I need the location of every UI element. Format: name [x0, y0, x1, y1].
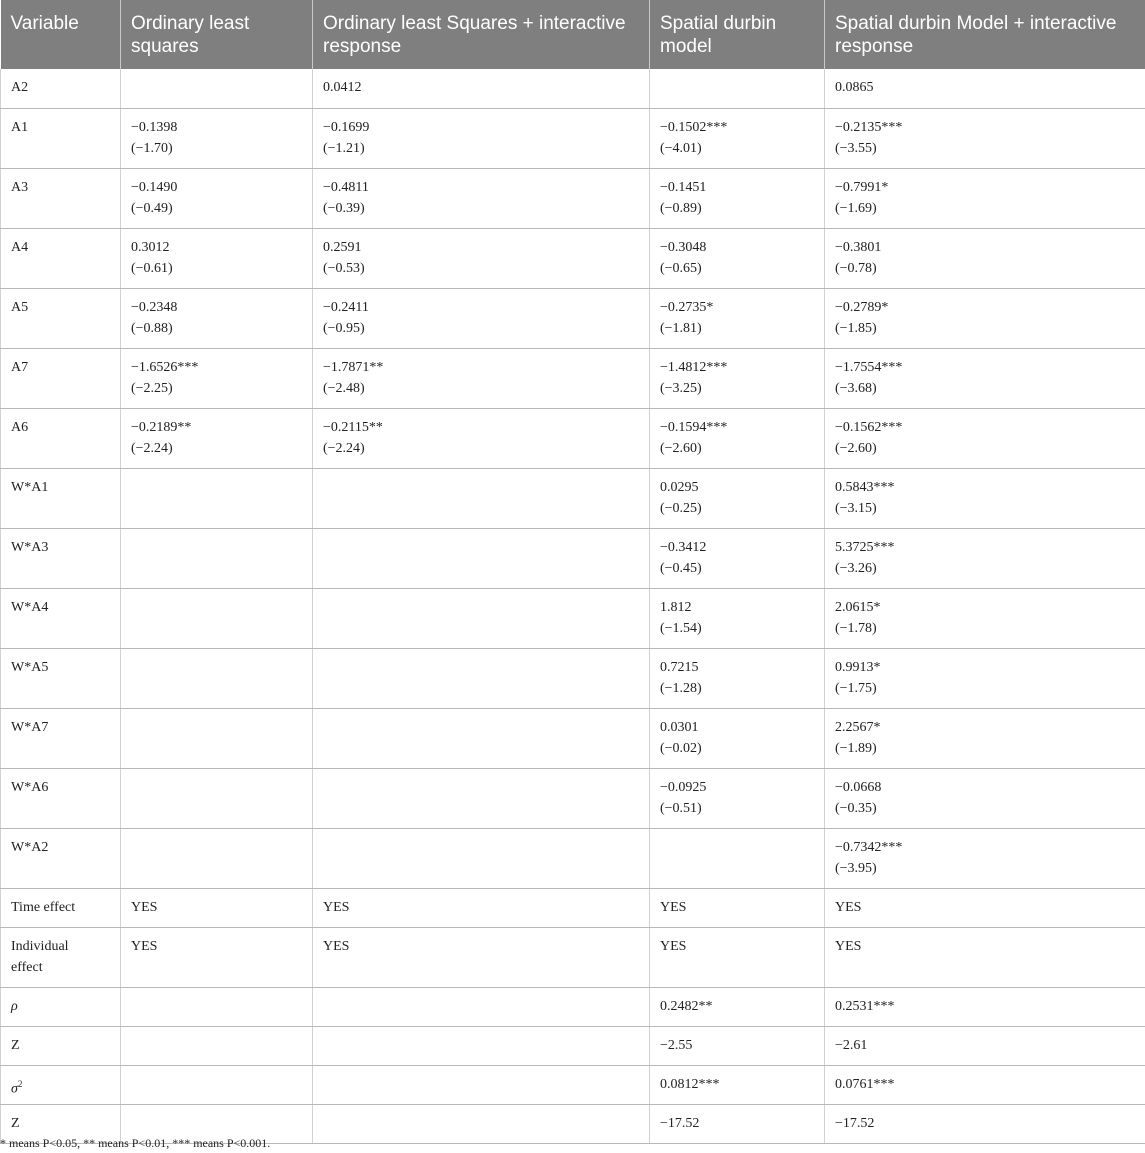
statistic-value: (−2.24) [131, 440, 173, 456]
statistic-value: (−4.01) [660, 140, 702, 156]
coefficient-value: 0.0865 [835, 80, 874, 95]
row-label [1, 588, 121, 648]
row-label-text: W*A2 [11, 839, 49, 855]
table-cell [313, 888, 650, 927]
row-label [1, 408, 121, 468]
table-cell [121, 348, 313, 408]
table-cell [825, 1065, 1145, 1104]
table-cell [313, 348, 650, 408]
coefficient-value: −0.1398 [131, 119, 178, 135]
table-cell [313, 1026, 650, 1065]
table-row [1, 828, 1145, 888]
coefficient-value: −0.1562*** [835, 419, 903, 435]
header-sdm-interactive: Spatial durbin Model + interactive response [825, 0, 1145, 69]
row-label [1, 69, 121, 108]
header-ols: Ordinary least squares [121, 0, 313, 69]
table-row [1, 708, 1145, 768]
table-cell [825, 288, 1145, 348]
row-label-text: W*A6 [11, 779, 49, 795]
statistic-value: (−0.95) [323, 320, 365, 336]
table-cell [121, 528, 313, 588]
row-label [1, 708, 121, 768]
coefficient-value: −0.7342*** [835, 839, 903, 855]
row-label [1, 108, 121, 168]
coefficient-value: −0.0925 [660, 779, 707, 795]
table-row [1, 588, 1145, 648]
table-cell [313, 468, 650, 528]
table-cell [121, 408, 313, 468]
table-cell [825, 768, 1145, 828]
table-cell [825, 708, 1145, 768]
table-cell [825, 408, 1145, 468]
statistic-value: (−2.25) [131, 380, 173, 396]
row-label-text: A7 [11, 359, 29, 375]
coefficient-value: 0.9913* [835, 659, 881, 675]
coefficient-value: −0.3048 [660, 239, 707, 255]
coefficient-value: 0.0761*** [835, 1076, 895, 1092]
statistic-value: (−1.70) [131, 140, 173, 156]
coefficient-value: −0.4811 [323, 179, 369, 195]
table-cell [313, 168, 650, 228]
table-cell [121, 228, 313, 288]
row-label [1, 228, 121, 288]
coefficient-value: −0.3801 [835, 239, 882, 255]
row-label [1, 768, 121, 828]
table-cell [825, 987, 1145, 1026]
table-cell [825, 468, 1145, 528]
table-cell [825, 927, 1145, 987]
coefficient-value: YES [131, 899, 158, 915]
coefficient-value: −0.1451 [660, 179, 707, 195]
statistic-value: (−3.25) [660, 380, 702, 396]
coefficient-value: YES [131, 938, 158, 954]
coefficient-value: −0.1699 [323, 119, 370, 135]
statistic-value: (−0.78) [835, 260, 877, 276]
header-row [1, 0, 1145, 69]
statistic-value: (−0.35) [835, 800, 877, 816]
row-label-superscript: 2 [17, 1078, 23, 1089]
table-cell [650, 468, 825, 528]
row-label-text: ρ [11, 998, 18, 1014]
statistic-value: (−0.02) [660, 740, 702, 756]
statistic-value: (−2.60) [660, 440, 702, 456]
header-ols-interactive: Ordinary least Squares + interactive response [313, 0, 650, 69]
table-cell [825, 348, 1145, 408]
table-cell [313, 408, 650, 468]
coefficient-value: −0.2735* [660, 299, 714, 315]
table-row [1, 987, 1145, 1026]
header-variable: Variable [1, 0, 121, 69]
table-cell [650, 288, 825, 348]
table-cell [313, 828, 650, 888]
table-cell [825, 168, 1145, 228]
coefficient-value: 0.0295 [660, 479, 699, 495]
row-label [1, 927, 121, 987]
table-cell [313, 927, 650, 987]
coefficient-value: −1.7871** [323, 359, 384, 375]
table-cell [313, 588, 650, 648]
table-cell [825, 828, 1145, 888]
statistic-value: (−2.48) [323, 380, 365, 396]
coefficient-value: 5.3725*** [835, 539, 895, 555]
table-cell [313, 528, 650, 588]
coefficient-value: 0.0301 [660, 719, 699, 735]
table-cell [650, 708, 825, 768]
table-row [1, 1026, 1145, 1065]
statistic-value: (−1.75) [835, 680, 877, 696]
table-cell [121, 648, 313, 708]
coefficient-value: −0.1594*** [660, 419, 728, 435]
row-label-text-line2: effect [11, 959, 43, 975]
coefficient-value: YES [660, 938, 687, 954]
row-label-text: W*A4 [11, 599, 49, 615]
row-label-text: A3 [11, 179, 29, 195]
table-cell [825, 1104, 1145, 1143]
table-cell [825, 648, 1145, 708]
table-cell [650, 588, 825, 648]
table-cell [650, 69, 825, 108]
table-cell [121, 987, 313, 1026]
row-label [1, 1026, 121, 1065]
table-row [1, 288, 1145, 348]
table-cell [650, 408, 825, 468]
statistic-value: (−0.65) [660, 260, 702, 276]
coefficient-value: YES [323, 938, 350, 954]
table-row [1, 348, 1145, 408]
table-row [1, 927, 1145, 987]
coefficient-value: −0.2411 [323, 299, 369, 315]
coefficient-value: 1.812 [660, 599, 692, 615]
statistic-value: (−1.89) [835, 740, 877, 756]
header-sdm: Spatial durbin model [650, 0, 825, 69]
statistic-value: (−0.53) [323, 260, 365, 276]
table-cell [121, 888, 313, 927]
table-row [1, 468, 1145, 528]
table-cell [650, 927, 825, 987]
table-cell [313, 648, 650, 708]
coefficient-value: YES [660, 899, 687, 915]
coefficient-value: 2.2567* [835, 719, 881, 735]
table-cell [825, 228, 1145, 288]
statistic-value: (−0.25) [660, 500, 702, 516]
statistic-value: (−3.95) [835, 860, 877, 876]
statistic-value: (−1.28) [660, 680, 702, 696]
table-cell [650, 528, 825, 588]
coefficient-value: −0.1502*** [660, 119, 728, 135]
table-cell [650, 888, 825, 927]
statistic-value: (−3.26) [835, 560, 877, 576]
table-cell [650, 1026, 825, 1065]
row-label [1, 888, 121, 927]
table-cell [121, 588, 313, 648]
coefficient-value: −0.2135*** [835, 119, 903, 135]
table-row [1, 768, 1145, 828]
table-body [1, 69, 1145, 1143]
row-label-text: σ [11, 1081, 18, 1097]
table-cell [121, 828, 313, 888]
row-label [1, 1065, 121, 1104]
row-label-text: A5 [11, 299, 29, 315]
table-cell [121, 1065, 313, 1104]
table-cell [121, 1026, 313, 1065]
statistic-value: (−1.78) [835, 620, 877, 636]
table-cell [313, 228, 650, 288]
coefficient-value: −2.61 [835, 1037, 868, 1053]
coefficient-value: 0.7215 [660, 659, 699, 675]
table-cell [825, 1026, 1145, 1065]
table-row [1, 648, 1145, 708]
table-cell [650, 828, 825, 888]
statistic-value: (−1.85) [835, 320, 877, 336]
row-label-text: Individual [11, 938, 69, 954]
row-label-text: W*A3 [11, 539, 49, 555]
table-cell [825, 528, 1145, 588]
coefficient-value: −0.0668 [835, 779, 882, 795]
table-cell [650, 348, 825, 408]
table-row [1, 1065, 1145, 1104]
table-cell [825, 108, 1145, 168]
statistic-value: (−2.60) [835, 440, 877, 456]
row-label [1, 987, 121, 1026]
table-row [1, 228, 1145, 288]
coefficient-value: −0.3412 [660, 539, 707, 555]
table-cell [121, 468, 313, 528]
coefficient-value: −1.6526*** [131, 359, 199, 375]
table-cell [825, 888, 1145, 927]
table-cell [650, 768, 825, 828]
table-cell [121, 768, 313, 828]
coefficient-value: 0.2591 [323, 239, 362, 255]
table-cell [121, 708, 313, 768]
table-cell [825, 69, 1145, 108]
statistic-value: (−0.51) [660, 800, 702, 816]
coefficient-value: −1.4812*** [660, 359, 728, 375]
table-cell [825, 588, 1145, 648]
table-cell [650, 228, 825, 288]
table-cell [121, 927, 313, 987]
table-cell [650, 1065, 825, 1104]
table-cell [650, 168, 825, 228]
row-label-text: W*A5 [11, 659, 49, 675]
table-cell [313, 768, 650, 828]
significance-footnote: * means P<0.05, ** means P<0.01, *** means P<0.001. [0, 1136, 271, 1150]
coefficient-value: YES [835, 899, 862, 915]
table-cell [121, 168, 313, 228]
table-cell [121, 69, 313, 108]
coefficient-value: 2.0615* [835, 599, 881, 615]
row-label-text: A6 [11, 419, 29, 435]
statistic-value: (−0.49) [131, 200, 173, 216]
row-label-text: W*A1 [11, 479, 49, 495]
table-cell [121, 288, 313, 348]
statistic-value: (−3.15) [835, 500, 877, 516]
coefficient-value: −0.1490 [131, 179, 178, 195]
table-cell [650, 108, 825, 168]
row-label [1, 828, 121, 888]
statistic-value: (−0.39) [323, 200, 365, 216]
statistic-value: (−3.68) [835, 380, 877, 396]
table-row [1, 888, 1145, 927]
coefficient-value: −17.52 [835, 1115, 875, 1131]
coefficient-value: −0.7991* [835, 179, 889, 195]
table-cell [313, 69, 650, 108]
coefficient-value: −0.2189** [131, 419, 192, 435]
table-row [1, 69, 1145, 108]
coefficient-value: YES [835, 938, 862, 954]
statistic-value: (−0.45) [660, 560, 702, 576]
table-row [1, 168, 1145, 228]
statistic-value: (−1.54) [660, 620, 702, 636]
coefficient-value: 0.0412 [323, 80, 362, 95]
statistic-value: (−2.24) [323, 440, 365, 456]
statistic-value: (−0.61) [131, 260, 173, 276]
row-label-text: W*A7 [11, 719, 49, 735]
row-label-text: A4 [11, 239, 29, 255]
table-row [1, 408, 1145, 468]
coefficient-value: 0.2482** [660, 998, 713, 1014]
table-cell [313, 1065, 650, 1104]
table-cell [313, 987, 650, 1026]
table-cell [313, 708, 650, 768]
statistic-value: (−3.55) [835, 140, 877, 156]
table-cell [313, 108, 650, 168]
coefficient-value: −17.52 [660, 1115, 700, 1131]
table-row [1, 528, 1145, 588]
coefficient-value: −0.2789* [835, 299, 889, 315]
row-label-text: A2 [11, 80, 29, 95]
row-label [1, 168, 121, 228]
table-row [1, 108, 1145, 168]
statistic-value: (−0.88) [131, 320, 173, 336]
table-cell [650, 987, 825, 1026]
row-label [1, 528, 121, 588]
coefficient-value: −1.7554*** [835, 359, 903, 375]
statistic-value: (−1.21) [323, 140, 365, 156]
coefficient-value: 0.2531*** [835, 998, 895, 1014]
table-cell [650, 648, 825, 708]
row-label-text: Z [11, 1115, 20, 1131]
coefficient-value: −2.55 [660, 1037, 693, 1053]
coefficient-value: 0.3012 [131, 239, 170, 255]
table-cell [650, 1104, 825, 1143]
coefficient-value: 0.5843*** [835, 479, 895, 495]
row-label-text: A1 [11, 119, 29, 135]
coefficient-value: −0.2115** [323, 419, 383, 435]
statistic-value: (−1.69) [835, 200, 877, 216]
statistic-value: (−1.81) [660, 320, 702, 336]
row-label [1, 648, 121, 708]
coefficient-value: −0.2348 [131, 299, 178, 315]
row-label [1, 348, 121, 408]
row-label-text: Z [11, 1037, 20, 1053]
table-cell [313, 288, 650, 348]
coefficient-value: 0.0812*** [660, 1076, 720, 1092]
coefficient-value: YES [323, 899, 350, 915]
table-cell [121, 108, 313, 168]
statistic-value: (−0.89) [660, 200, 702, 216]
row-label [1, 288, 121, 348]
row-label-text: Time effect [11, 899, 76, 915]
table-cell [313, 1104, 650, 1143]
row-label [1, 468, 121, 528]
